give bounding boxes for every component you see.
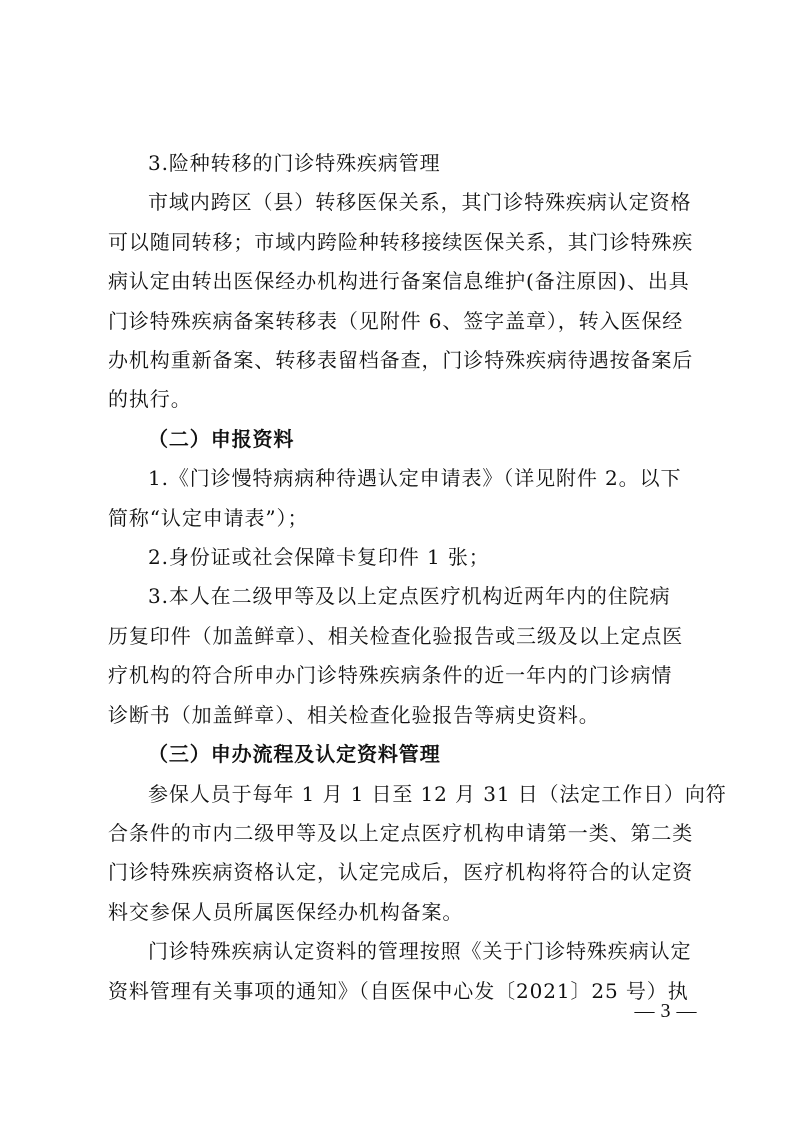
text-line: 病认定由转出医保经办机构进行备案信息维护(备注原因)、出具 bbox=[108, 269, 690, 294]
text-line: 诊断书（加盖鲜章）、相关检查化验报告等病史资料。 bbox=[108, 702, 600, 727]
page-number: — 3 — bbox=[634, 1000, 697, 1022]
paragraph bbox=[108, 459, 696, 538]
text-line: 历复印件（加盖鲜章）、相关检查化验报告或三级及以上定点医 bbox=[108, 623, 684, 648]
text-line: 门诊特殊疾病资格认定，认定完成后，医疗机构将符合的认定资 bbox=[108, 860, 694, 885]
text-line: 合条件的市内二级甲等及以上定点医疗机构申请第一类、第二类 bbox=[108, 820, 694, 845]
text-line: 1.《门诊慢特病病种待遇认定申请表》（详见附件 2。以下 bbox=[148, 466, 682, 491]
text-line: （二）申报资料 bbox=[148, 426, 295, 451]
text-line: （三）申办流程及认定资料管理 bbox=[148, 742, 441, 767]
text-line: 门诊特殊疾病备案转移表（见附件 6、签字盖章），转入医保经 bbox=[108, 308, 684, 333]
text-line: 疗机构的符合所申办门诊特殊疾病条件的近一年内的门诊病情 bbox=[108, 663, 673, 688]
text-line: 简称“认定申请表”）； bbox=[108, 505, 309, 530]
text-line: 门诊特殊疾病认定资料的管理按照《关于门诊特殊疾病认定 bbox=[148, 939, 692, 964]
text-line: 市域内跨区（县）转移医保关系，其门诊特殊疾病认定资格 bbox=[148, 190, 692, 215]
text-line: 的执行。 bbox=[108, 387, 192, 412]
text-line: 可以随同转移；市域内跨险种转移接续医保关系，其门诊特殊疾 bbox=[108, 229, 694, 254]
text-line: 参保人员于每年 1 月 1 日至 12 月 31 日（法定工作日）向符 bbox=[148, 781, 727, 806]
text-line: 料交参保人员所属医保经办机构备案。 bbox=[108, 899, 464, 924]
paragraph bbox=[108, 538, 696, 577]
paragraph bbox=[108, 144, 696, 183]
paragraph bbox=[108, 932, 696, 1011]
section-heading bbox=[108, 735, 696, 774]
text-line: 3.本人在二级甲等及以上定点医疗机构近两年内的住院病 bbox=[148, 584, 671, 609]
document-body bbox=[108, 144, 727, 1011]
paragraph bbox=[108, 183, 696, 419]
paragraph bbox=[108, 775, 727, 933]
paragraph bbox=[108, 577, 696, 735]
text-line: 办机构重新备案、转移表留档备查，门诊特殊疾病待遇按备案后 bbox=[108, 348, 694, 373]
text-line: 3.险种转移的门诊特殊疾病管理 bbox=[148, 151, 441, 175]
text-line: 2.身份证或社会保障卡复印件 1 张； bbox=[148, 545, 490, 570]
section-heading bbox=[108, 420, 696, 459]
text-line: 资料管理有关事项的通知》（自医保中心发〔2021〕25 号）执 bbox=[108, 978, 689, 1003]
